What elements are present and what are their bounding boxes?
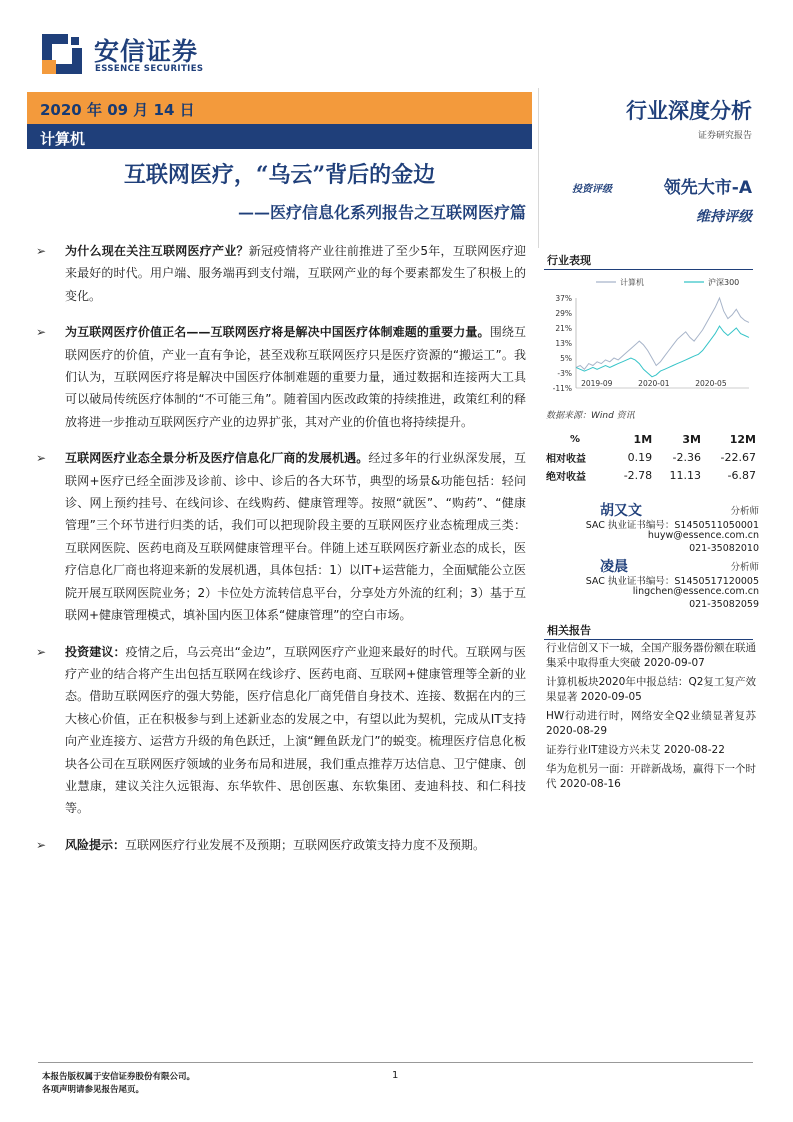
- performance-table: [546, 430, 756, 484]
- analyst-sac: SAC 执业证书编号：S1450517120005: [585, 576, 759, 587]
- page-subtitle: ——医疗信息化系列报告之互联网医疗篇: [237, 203, 526, 222]
- bullet-arrow-icon: ➢: [36, 837, 47, 852]
- chart-y-tick-label: 13%: [555, 339, 572, 348]
- chart-series-line-hs300: [576, 326, 749, 377]
- bullet-why-now: [36, 240, 526, 307]
- analyst-name: 胡又文: [600, 503, 642, 519]
- bullet-heading: 风险提示：: [65, 837, 126, 852]
- page-number: 1: [392, 1070, 399, 1081]
- related-report-item[interactable]: 华为危机另一面：开辟新战场，赢得下一个时代 2020-08-16: [546, 763, 756, 790]
- report-subtype: 证券研究报告: [697, 131, 752, 141]
- bullet-text: 经过多年的行业纵深发展，互联网+医疗已经全面涉及诊前、诊中、诊后的各大环节，典型的场景&功能包括：轻问诊、网上预约挂号、在线问诊、在线购药、健康管理等。按照“就医”、“购药”、“健康管理”三个环节进行归类的话，我们可以把现阶段主要的互联网医疗业态梳理成三类：互联网医院、医药电商及互联网健康管理平台。伴随上述互联网医疗新业态的成长，医疗信息化厂商也将迎来新的发展机遇，具体包括：1）以IT+运营能力，全面赋能公立医院开展互联网医院业务；2）卡位处方流转信息平台，分享处方外流的红利；3）基于互联网+健康管理模式，填补国内医卫体系“健康管理”的空白市场。: [65, 451, 526, 623]
- perf-cell: 0.19: [627, 450, 653, 464]
- chart-x-tick-label: 2020-01: [638, 379, 670, 388]
- perf-table-header: [546, 430, 756, 448]
- perf-header-cell: 3M: [682, 432, 701, 446]
- chart-y-tick-label: 29%: [555, 309, 572, 318]
- summary-bullets: [36, 240, 526, 870]
- bullet-arrow-icon: ➢: [36, 244, 47, 258]
- bullet-value: [36, 321, 526, 433]
- chart-y-tick-label: 21%: [555, 324, 572, 333]
- perf-cell: 11.13: [669, 468, 701, 482]
- bullet-arrow-icon: ➢: [36, 451, 47, 466]
- rating-label: 投资评级: [572, 184, 612, 195]
- perf-cell: -2.36: [672, 450, 701, 464]
- related-report-item[interactable]: 行业信创又下一城，全国产服务器份额在联通集采中取得重大突破 2020-09-07: [546, 642, 756, 669]
- perf-table-row: [546, 466, 756, 484]
- bullet-arrow-icon: ➢: [36, 325, 47, 340]
- header-divider: [538, 88, 539, 248]
- analyst-phone: 021-35082010: [689, 543, 759, 554]
- perf-header-cell: %: [570, 433, 581, 445]
- perf-cell: -2.78: [623, 468, 653, 482]
- performance-chart: [544, 270, 753, 402]
- bullet-heading: 为什么现在关注互联网医疗产业？: [65, 244, 249, 258]
- bullet-text: 围绕互联网医疗的价值，产业一直有争论，甚至戏称互联网医疗只是医疗资源的“搬运工”。我们认为，互联网医疗将是解决中国医疗体制难题的重要力量，通过数据和连接两大工具可以破局传统医疗体制的“不可能三角”。随着国内医改政策的持续推进，政策红利的释放将进一步推动互联网医疗产业的边界扩张，其对产业的价值也将持续提升。: [65, 325, 526, 429]
- chart-legend-label: 计算机: [620, 278, 644, 287]
- chart-y-tick-label: 37%: [555, 294, 572, 303]
- perf-section-head: [544, 250, 753, 270]
- chart-legend-label: 沪深300: [708, 278, 740, 287]
- related-report-item[interactable]: 计算机板块2020年中报总结：Q2复工复产效果显著 2020-09-05: [546, 676, 756, 703]
- related-report-item[interactable]: HW行动进行时，网络安全Q2业绩显著复苏 2020-08-29: [546, 710, 756, 737]
- logo-mark-icon: [40, 32, 84, 76]
- bullet-text: 疫情之后，乌云亮出“金边”，互联网医疗产业迎来最好的时代。互联网与医疗产业的结合将产生出包括互联网在线诊疗、医药电商、互联网+健康管理等全新的业态。借助互联网医疗的强大势能，医疗信息化厂商凭借自身技术、连接、数据在内的三大核心价值，正在积极参与到上述新业态的发展之中，有望以此为契机，完成从IT支持向产业连接方、运营方升级的角色跃迁，上演“鲤鱼跃龙门”的蜕变。梳理医疗信息化板块各公司在互联网医疗领域的业务布局和进展，我们重点推荐万达信息、卫宁健康、创业慧康，建议关注久远银海、东华软件、思创医惠、东软集团、麦迪科技、和仁科技等。: [65, 644, 526, 816]
- sector-bar: [27, 124, 532, 149]
- chart-source: 数据来源：Wind 资讯: [546, 411, 635, 421]
- analyst-sac: SAC 执业证书编号：S1450511050001: [585, 520, 759, 531]
- chart-series-line-computer: [576, 298, 749, 369]
- bullet-investment: [36, 641, 526, 820]
- perf-row-label: 绝对收益: [546, 471, 586, 483]
- bullet-landscape: [36, 447, 526, 626]
- chart-x-tick-label: 2019-09: [581, 379, 613, 388]
- report-type: 行业深度分析: [626, 99, 752, 123]
- footer-copyright: 本报告版权属于安信证券股份有限公司。: [42, 1072, 196, 1082]
- bullet-risk: [36, 834, 526, 856]
- bullet-heading: 为互联网医疗价值正名——互联网医疗将是解决中国医疗体制难题的重要力量。: [65, 325, 490, 340]
- analyst-name: 凌晨: [600, 559, 628, 575]
- rating-value: 领先大市-A: [663, 178, 752, 198]
- footer-disclaimer: 各项声明请参见报告尾页。: [42, 1085, 145, 1095]
- analyst-phone: 021-35082059: [689, 599, 759, 610]
- bullet-heading: 投资建议：: [65, 644, 126, 659]
- bullet-arrow-icon: ➢: [36, 644, 47, 659]
- bullet-text: 互联网医疗行业发展不及预期；互联网医疗政策支持力度不及预期。: [125, 837, 486, 852]
- chart-y-tick-label: 5%: [560, 354, 572, 363]
- related-section-title: 相关报告: [547, 624, 591, 637]
- analyst-email[interactable]: huyw@essence.com.cn: [647, 530, 759, 541]
- bullet-heading: 互联网医疗业态全景分析及医疗信息化厂商的发展机遇。: [65, 451, 369, 466]
- analyst-role: 分析师: [730, 562, 759, 573]
- related-section-head: [544, 620, 753, 640]
- sector-name: 计算机: [40, 130, 86, 148]
- perf-row-label: 相对收益: [546, 453, 586, 465]
- rating-change: 维持评级: [696, 209, 752, 225]
- bullet-text: 新冠疫情将产业往前推进了至少5年，互联网医疗迎来最好的时代。用户端、服务端再到支付端，互联网产业的每个要素都发生了积极上的变化。: [65, 244, 526, 303]
- analyst-email[interactable]: lingchen@essence.com.cn: [632, 586, 759, 597]
- chart-x-tick-label: 2020-05: [695, 379, 727, 388]
- related-reports: [546, 641, 756, 796]
- analyst-role: 分析师: [730, 506, 759, 517]
- chart-y-tick-label: -3%: [557, 369, 572, 378]
- perf-cell: -22.67: [720, 450, 756, 464]
- page-title: 互联网医疗，“乌云”背后的金边: [123, 162, 436, 188]
- perf-header-cell: 12M: [729, 432, 756, 446]
- perf-header-cell: 1M: [633, 432, 653, 446]
- report-date: 2020 年 09 月 14 日: [40, 101, 195, 119]
- chart-y-tick-label: -11%: [552, 384, 572, 393]
- related-report-item[interactable]: 证券行业IT建设方兴未艾 2020-08-22: [546, 744, 725, 756]
- logo-text-en: ESSENCE SECURITIES: [95, 64, 204, 74]
- logo-text-cn: 安信证券: [94, 37, 199, 66]
- footer-divider: [38, 1062, 753, 1063]
- perf-cell: -6.87: [727, 468, 756, 482]
- perf-table-row: [546, 448, 756, 466]
- perf-section-title: 行业表现: [547, 254, 591, 267]
